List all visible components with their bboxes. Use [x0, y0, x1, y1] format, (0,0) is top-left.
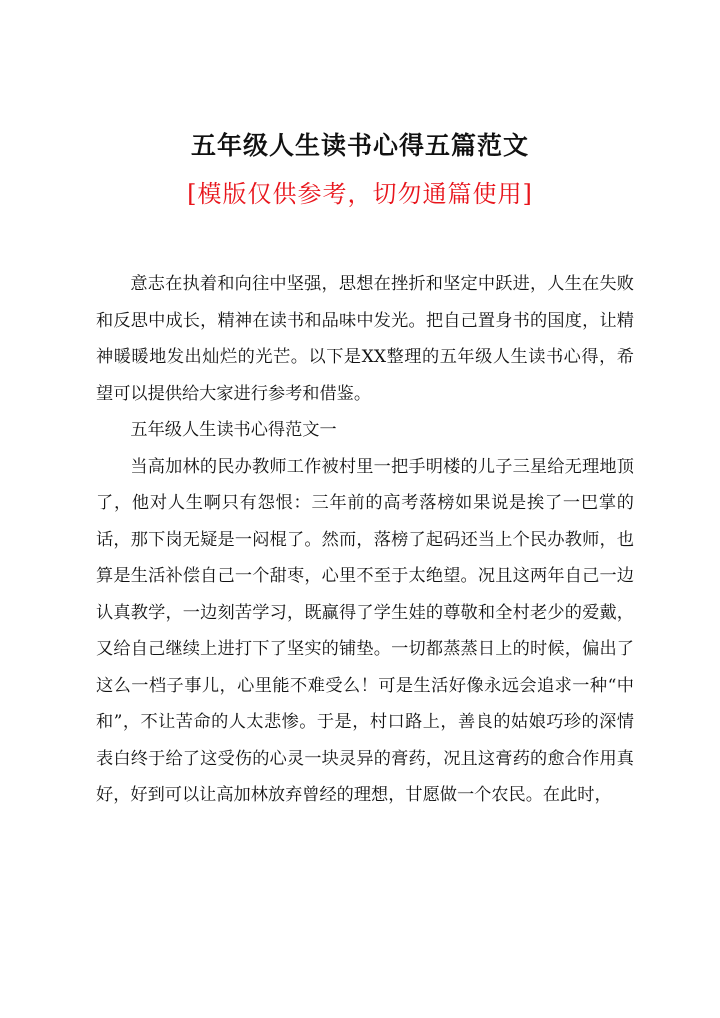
document-title: 五年级人生读书心得五篇范文 [190, 131, 529, 160]
intro-paragraph: 意志在执着和向往中坚强，思想在挫折和坚定中跃进，人生在失败和反思中成长，精神在读书和品味中发光。把自己置身书的国度，让精神暖暖地发出灿烂的光芒。以下是XX整理的五年级人生读书心得，希望可以提供给大家进行参考和借鉴。 [96, 274, 634, 404]
template-notice: [模版仅供参考，切勿通篇使用] [187, 180, 533, 208]
section-heading: 五年级人生读书心得范文一 [130, 420, 337, 440]
body-paragraph: 当高加林的民办教师工作被村里一把手明楼的儿子三星给无理地顶了，他对人生啊只有怨恨：三年前的高考落榜如果说是挨了一巴掌的话，那下岗无疑是一闷棍了。然而，落榜了起码还当上个民办教师，也算是生活补偿自己一个甜枣，心里不至于太绝望。况且这两年自己一边认真教学，一边刻苦学习，既赢得了学生娃的尊敬和全村老少的爱戴，又给自己继续上进打下了坚实的铺垫。一切都蒸蒸日上的时候，偏出了这么一档子事儿，心里能不难受么！可是生活好像永远会追求一种“中和”，不让苦命的人太悲惨。于是，村口路上，善良的姑娘巧珍的深情表白终于给了这受伤的心灵一块灵异的膏药，况且这膏药的愈合作用真好，好到可以让高加林放弃曾经的理想，甘愿做一个农民。在此时， [96, 456, 634, 805]
document-body [96, 266, 634, 814]
